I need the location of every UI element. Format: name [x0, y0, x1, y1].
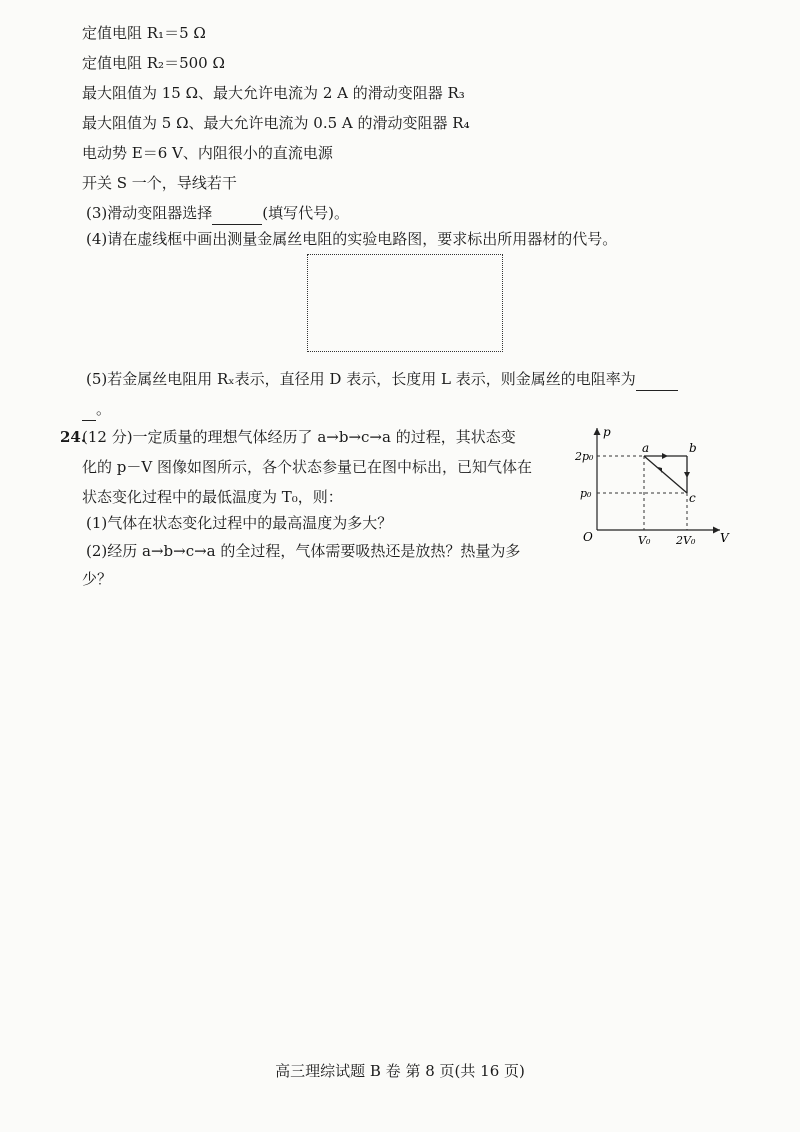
question-number: 24. — [60, 428, 87, 446]
tick-2v0: 2V₀ — [676, 534, 696, 547]
y-axis-label: p — [603, 425, 611, 439]
point-b-label: b — [689, 441, 697, 455]
arrow-b-c — [684, 472, 690, 478]
question-24-line3: 状态变化过程中的最低温度为 T₀，则： — [82, 488, 343, 506]
pv-graph — [570, 420, 740, 550]
question-24-sub1: (1)气体在状态变化过程中的最高温度为多大？ — [86, 514, 393, 532]
equipment-switch: 开关 S 一个，导线若干 — [82, 174, 237, 192]
tick-p0: p₀ — [580, 487, 592, 500]
x-axis-label: V — [720, 531, 729, 545]
question-3: (3)滑动变阻器选择 (填写代号)。 — [86, 202, 349, 225]
question-24-line2: 化的 p－V 图像如图所示，各个状态参量已在图中标出，已知气体在 — [82, 458, 532, 476]
question-5: (5)若金属丝电阻用 Rₓ表示，直径用 D 表示，长度用 L 表示，则金属丝的电阻率为 — [86, 368, 678, 391]
point-c-label: c — [689, 491, 696, 505]
answer-blank — [636, 368, 678, 391]
question-5-cont: 。 — [82, 398, 111, 421]
point-a-label: a — [642, 441, 650, 455]
origin-label: O — [583, 530, 593, 544]
question-4: (4)请在虚线框中画出测量金属丝电阻的实验电路图，要求标出所用器材的代号。 — [86, 230, 618, 248]
equipment-r3: 最大阻值为 15 Ω、最大允许电流为 2 A 的滑动变阻器 R₃ — [82, 84, 465, 102]
equipment-r1: 定值电阻 R₁＝5 Ω — [82, 24, 206, 42]
circuit-diagram-box — [307, 254, 503, 352]
tick-v0: V₀ — [638, 534, 651, 547]
arrow-a-b — [662, 453, 668, 459]
question-24-sub2-cont: 少？ — [82, 570, 113, 588]
answer-blank — [212, 202, 262, 225]
equipment-r4: 最大阻值为 5 Ω、最大允许电流为 0.5 A 的滑动变阻器 R₄ — [82, 114, 470, 132]
answer-blank — [82, 398, 96, 421]
question-24-sub2: (2)经历 a→b→c→a 的全过程，气体需要吸热还是放热？热量为多 — [86, 542, 521, 560]
equipment-r2: 定值电阻 R₂＝500 Ω — [82, 54, 225, 72]
process-c-a — [644, 456, 687, 493]
question-24-line1: (12 分)一定质量的理想气体经历了 a→b→c→a 的过程，其状态变 — [82, 428, 516, 446]
tick-2p0: 2p₀ — [575, 450, 594, 463]
equipment-power-source: 电动势 E＝6 V、内阻很小的直流电源 — [82, 144, 333, 162]
page-footer: 高三理综试题 B 卷 第 8 页(共 16 页) — [275, 1062, 525, 1080]
